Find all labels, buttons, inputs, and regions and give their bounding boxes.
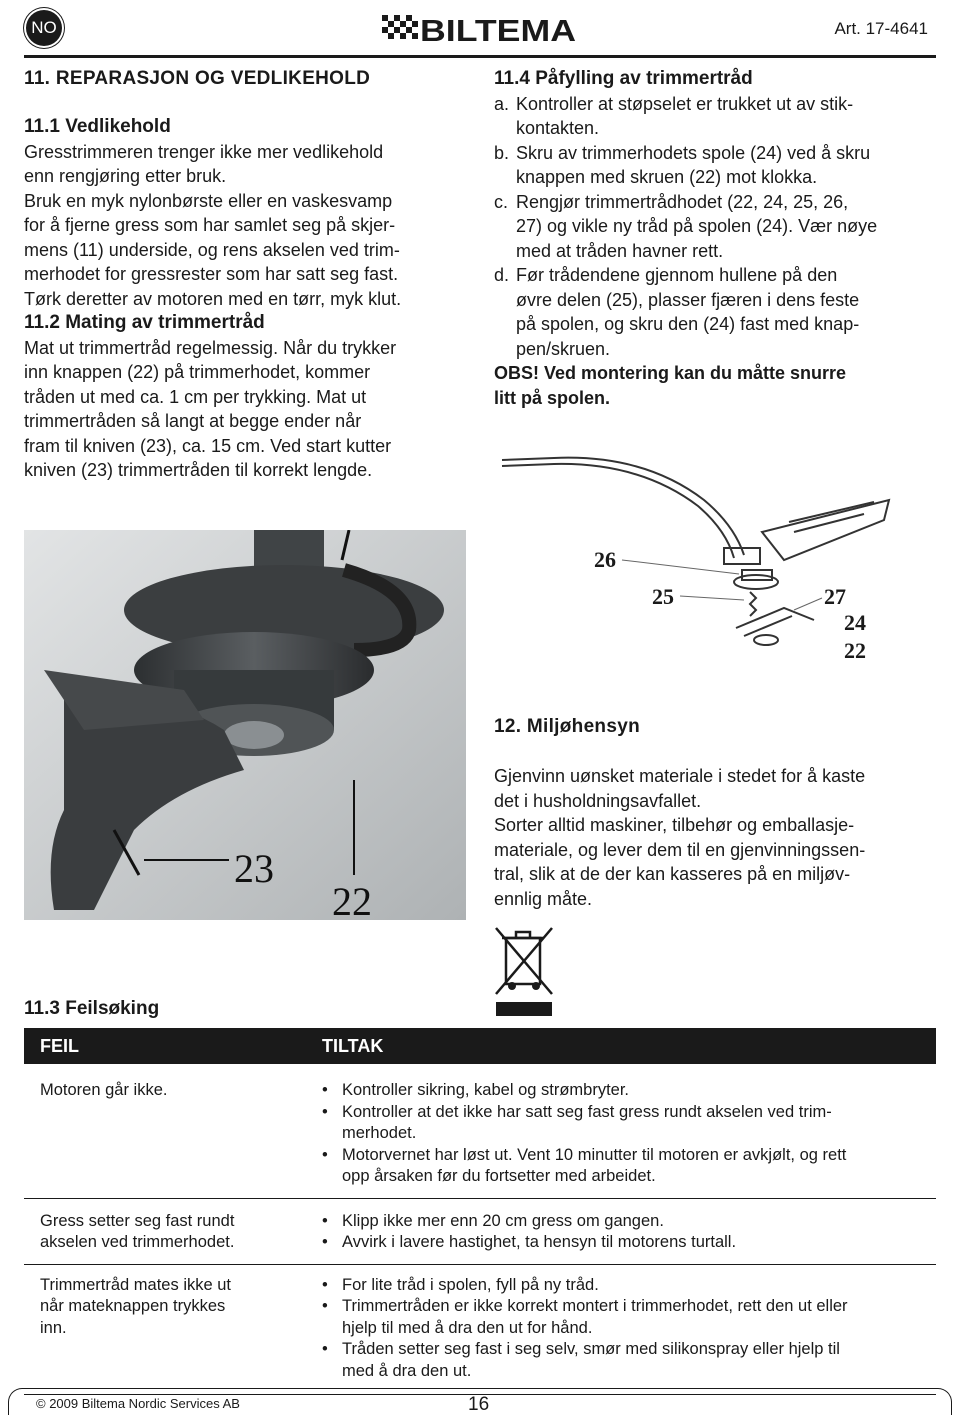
list-label: b. bbox=[494, 142, 510, 163]
section-12-line: det i husholdningsavfallet. bbox=[494, 790, 702, 811]
section-11-2-title: 11.2 Mating av trimmertråd bbox=[24, 312, 265, 333]
action-line: merhodet. bbox=[342, 1124, 417, 1142]
section-11-1-line: merhodet for gressrester som har satt seg fast. bbox=[24, 264, 399, 284]
header-rule bbox=[24, 55, 936, 58]
action-line: hjelp til med å dra den ut for hånd. bbox=[342, 1318, 593, 1337]
fault-cell bbox=[24, 1275, 300, 1383]
fault-line: Trimmertråd mates ikke ut bbox=[40, 1275, 232, 1294]
section-11-2-line: fram til kniven (23), ca. 15 cm. Ved start kutter bbox=[24, 435, 392, 456]
diagram-label-27: 27 bbox=[824, 584, 846, 609]
page-number: 16 bbox=[468, 1394, 490, 1415]
action-line: Tråden setter seg fast i seg selv, smør med silikonspray eller hjelp til bbox=[342, 1340, 840, 1358]
action-line: Avvirk i lavere hastighet, ta hensyn til motorens turtall. bbox=[342, 1233, 737, 1251]
section-11-1-line: for å fjerne gress som har samlet seg på skjer- bbox=[24, 215, 396, 235]
action-bullet bbox=[322, 1080, 936, 1102]
list-line: 27) og vikle ny tråd på spolen (24). Vær nøye bbox=[516, 216, 878, 236]
action-bullet bbox=[322, 1145, 936, 1188]
action-cell bbox=[300, 1080, 936, 1188]
list-line: kontakten. bbox=[516, 118, 600, 138]
action-bullet bbox=[322, 1211, 936, 1233]
trimmer-head-exploded-diagram bbox=[494, 440, 934, 670]
section-12-line: Sorter alltid maskiner, tilbehør og emballasje- bbox=[494, 815, 855, 835]
section-12-line: tral, slik at de der kan kasseres på en miljøv- bbox=[494, 864, 851, 884]
action-line: Motorvernet har løst ut. Vent 10 minutter til motoren er avkjølt, og rett bbox=[342, 1145, 847, 1164]
action-line: opp årsaken før du fortsetter med arbeidet. bbox=[342, 1167, 656, 1185]
section-11-1-line: Gresstrimmeren trenger ikke mer vedlikehold bbox=[24, 141, 384, 162]
table-header bbox=[24, 1028, 936, 1064]
section-11-title: 11. REPARASJON OG VEDLIKEHOLD bbox=[24, 68, 371, 89]
footer-rule bbox=[24, 1388, 936, 1389]
table-row bbox=[24, 1070, 936, 1199]
fault-line: Motoren går ikke. bbox=[40, 1081, 168, 1099]
bullet-dot: • bbox=[322, 1081, 328, 1099]
action-line: Kontroller at det ikke har satt seg fast gress rundt akselen ved trim- bbox=[342, 1102, 832, 1121]
list-item bbox=[494, 263, 934, 361]
action-cell bbox=[300, 1275, 936, 1383]
action-line: For lite tråd i spolen, fyll på ny tråd. bbox=[342, 1275, 599, 1294]
section-11-2-line: trimmertråden så langt at begge ender når bbox=[24, 411, 362, 431]
fault-line: Gress setter seg fast rundt bbox=[40, 1211, 235, 1230]
section-11-1-line: Bruk en myk nylonbørste eller en vaskesvamp bbox=[24, 190, 393, 211]
list-label: a. bbox=[494, 93, 510, 114]
action-line: Kontroller sikring, kabel og strømbryter. bbox=[342, 1081, 630, 1099]
fault-line: inn. bbox=[40, 1318, 67, 1337]
section-11-1-title: 11.1 Vedlikehold bbox=[24, 116, 171, 137]
bullet-dot: • bbox=[322, 1233, 328, 1251]
fault-cell bbox=[24, 1080, 300, 1188]
section-12-title: 12. Miljøhensyn bbox=[494, 716, 640, 737]
section-11-4-title: 11.4 Påfylling av trimmertråd bbox=[494, 68, 753, 89]
right-column bbox=[494, 67, 934, 410]
list-line: øvre delen (25), plasser fjæren i dens feste bbox=[516, 289, 860, 310]
bullet-dot: • bbox=[322, 1297, 328, 1315]
section-11-1-line: mens (11) underside, og rens akselen ved trim- bbox=[24, 239, 400, 260]
list-line: pen/skruen. bbox=[516, 338, 611, 359]
language-badge: NO bbox=[24, 8, 64, 48]
section-12-line: materiale, og lever dem til en gjenvinningssen- bbox=[494, 839, 866, 860]
list-line: Før trådendene gjennom hullene på den bbox=[516, 265, 838, 285]
obs-note: OBS! Ved montering kan du måtte snurre bbox=[494, 363, 847, 383]
crossed-bin-icon bbox=[494, 924, 554, 1016]
list-item bbox=[494, 141, 934, 190]
column-header-tiltak: TILTAK bbox=[322, 1035, 384, 1056]
bullet-dot: • bbox=[322, 1145, 328, 1164]
column-header-feil: FEIL bbox=[40, 1035, 79, 1056]
section-11-3-title: 11.3 Feilsøking bbox=[24, 998, 160, 1019]
bullet-dot: • bbox=[322, 1340, 328, 1358]
bullet-dot: • bbox=[322, 1275, 328, 1294]
footer-corner-right bbox=[935, 1388, 952, 1415]
section-11-2-line: Mat ut trimmertråd regelmessig. Når du trykker bbox=[24, 337, 397, 358]
photo-label-22: 22 bbox=[332, 879, 372, 920]
section-12 bbox=[494, 716, 934, 911]
list-label: d. bbox=[494, 265, 510, 285]
section-12-line: Gjenvinn uønsket materiale i stedet for å kaste bbox=[494, 766, 866, 786]
section-11-1-line: enn rengjøring etter bruk. bbox=[24, 166, 227, 186]
action-line: Trimmertråden er ikke korrekt montert i trimmerhodet, rett den ut eller bbox=[342, 1297, 848, 1315]
action-bullet bbox=[322, 1102, 936, 1145]
action-bullet bbox=[322, 1232, 936, 1254]
table-row bbox=[24, 1265, 936, 1396]
list-line: Skru av trimmerhodets spole (24) ved å skru bbox=[516, 142, 871, 163]
biltema-logo bbox=[382, 12, 578, 46]
list-label: c. bbox=[494, 191, 509, 212]
copyright: © 2009 Biltema Nordic Services AB bbox=[36, 1396, 240, 1411]
article-number: Art. 17-4641 bbox=[834, 19, 928, 38]
fault-line: når mateknappen trykkes bbox=[40, 1297, 226, 1315]
action-bullet bbox=[322, 1339, 936, 1382]
list-item bbox=[494, 190, 934, 264]
section-11-2-line: kniven (23) trimmertråden til korrekt lengde. bbox=[24, 460, 373, 480]
table-row bbox=[24, 1199, 936, 1265]
list-item bbox=[494, 92, 934, 141]
trimmer-head-photo bbox=[24, 530, 466, 920]
obs-note: litt på spolen. bbox=[494, 387, 611, 408]
diagram-label-22: 22 bbox=[844, 638, 866, 663]
section-11-2-line: tråden ut med ca. 1 cm per trykking. Mat ut bbox=[24, 386, 367, 407]
action-line: Klipp ikke mer enn 20 cm gress om gangen. bbox=[342, 1211, 664, 1230]
photo-label-23: 23 bbox=[234, 846, 274, 891]
action-bullet bbox=[322, 1275, 936, 1297]
action-cell bbox=[300, 1211, 936, 1254]
diagram-label-25: 25 bbox=[652, 584, 674, 609]
section-11-2-line: inn knappen (22) på trimmerhodet, kommer bbox=[24, 362, 371, 382]
action-line: med å dra den ut. bbox=[342, 1361, 472, 1380]
logo-checker-mark bbox=[382, 15, 418, 39]
section-12-line: ennlig måte. bbox=[494, 888, 593, 909]
fault-line: akselen ved trimmerhodet. bbox=[40, 1233, 235, 1251]
list-line: Rengjør trimmertrådhodet (22, 24, 25, 26, bbox=[516, 191, 849, 212]
fault-cell bbox=[24, 1211, 300, 1254]
list-line: med at tråden havner rett. bbox=[516, 240, 724, 261]
action-bullet bbox=[322, 1296, 936, 1339]
logo-text: BILTEMA bbox=[420, 13, 576, 46]
footer-corner-left bbox=[8, 1388, 25, 1415]
list-line: knappen med skruen (22) mot klokka. bbox=[516, 167, 818, 187]
list-line: Kontroller at støpselet er trukket ut av stik- bbox=[516, 93, 854, 114]
diagram-label-24: 24 bbox=[844, 610, 866, 635]
diagram-label-26: 26 bbox=[594, 547, 616, 572]
troubleshooting-table bbox=[24, 1028, 936, 1395]
list-line: på spolen, og skru den (24) fast med knap- bbox=[516, 314, 860, 334]
left-column bbox=[24, 67, 469, 483]
section-11-1-line: Tørk deretter av motoren med en tørr, myk klut. bbox=[24, 288, 402, 309]
bullet-dot: • bbox=[322, 1102, 328, 1121]
bullet-dot: • bbox=[322, 1211, 328, 1230]
